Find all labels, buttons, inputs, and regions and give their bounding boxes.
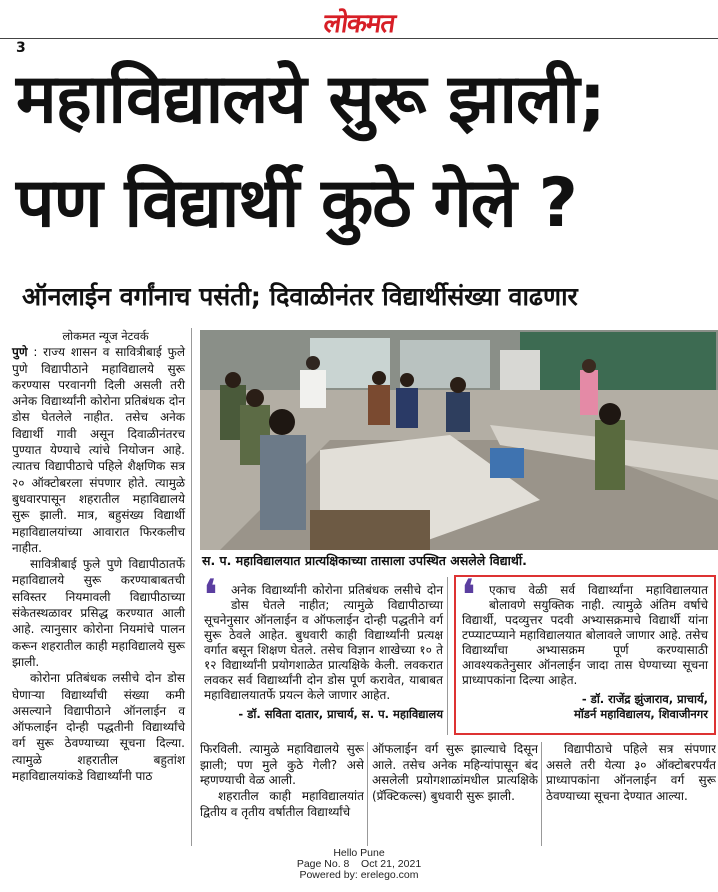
page-and-date: Page No. 8 Oct 21, 2021 <box>296 858 422 870</box>
article-paragraph-1: पुणे : राज्य शासन व सावित्रीबाई फुले पुणे विद्यापीठाने महाविद्यालये सुरू करण्यास परवानगी दिली असली तरी अनेक विद्यार्थ्यांनी कोरोना प्रतिबंधक दोन डोस घेतलेले नाहीत. तसेच अनेक विद्यार्थी गावी असून दिवाळीनंतरच पुण्यात येण्याचे त्यांचे नियोजन आहे. त्यातच विद्यापीठाचे पहिले शैक्षणिक सत्र २० ऑक्टोबरला संपणार होते. त्यामुळे बुधवारपासून शहरातील महाविद्यालये सुरू झाली. मात्र, बहुसंख्य विद्यार्थी महाविद्यालयांच्या आवारात फिरकलीच नाहीत. <box>12 345 185 555</box>
photo-caption: स. प. महाविद्यालयात प्रात्यक्षिकाच्या तासाला उपस्थित असलेले विद्यार्थी. <box>202 553 527 568</box>
article-paragraph-4: शहरातील काही महाविद्यालयांत द्वितीय व तृतीय वर्षातील विद्यार्थ्यांचे <box>200 789 364 819</box>
quote-author: - डॉ. सविता दातार, प्राचार्य, स. प. महाविद्यालय <box>238 707 443 721</box>
masthead <box>0 0 718 38</box>
quote-box-principal-2 <box>454 571 716 735</box>
article-paragraph-2: सावित्रीबाई फुले पुणे विद्यापीठातर्फे महाविद्यालये सुरू करण्याबाबतची सविस्तर नियमावली विद्यापीठाच्या संकेतस्थळावर प्रसिद्ध करण्यात आली आहे. त्यानुसार कोरोना नियमांचे पालन करून शहरातील काही महाविद्यालये सुरू झाली. <box>12 557 185 669</box>
article-paragraph-3: कोरोना प्रतिबंधक लसीचे दोन डोस घेणाऱ्या विद्यार्थ्यांची संख्या कमी असल्याने विद्यापीठाने ऑनलाईन व ऑफलाईन दोन्ही पद्धतीनी विद्यार्थ्यांचे वर्ग सुरू ठेवण्याच्या सूचना दिल्या. त्यामुळे शहरातील बहुतांश महाविद्यालयांकडे विद्यार्थ्यांनी पाठ <box>12 671 185 784</box>
dateline: पुणे <box>12 345 28 360</box>
byline: लोकमत न्यूज नेटवर्क <box>62 329 149 343</box>
column-divider <box>541 742 542 846</box>
page-footer <box>0 848 718 881</box>
quote-box-principal-1 <box>200 571 448 735</box>
column-divider <box>367 742 368 846</box>
article-column-4 <box>546 742 716 846</box>
page-mark: 3 <box>16 40 26 56</box>
quote-mark-icon: ❛ <box>462 571 475 618</box>
quote-text: एकाच वेळी सर्व विद्यार्थ्यांना महाविद्यालयात बोलावणे सयुक्तिक नाही. त्यामुळे अंतिम वर्षाचे विद्यार्थी, पदव्युत्तर पदवी अभ्यासक्रमाचे विद्यार्थी यांना टप्प्याटप्प्याने महाविद्यालयात बोलावले जाणार आहे. तसेच विद्यार्थ्यांचा अभ्यासक्रम पूर्ण करण्यासाठी आवश्यकतेनुसार ऑनलाईन जादा तास घेण्याच्या सूचना प्राध्यापकांना दिल्या आहेत. <box>462 583 708 687</box>
classroom-photo <box>200 330 718 550</box>
quote-text: अनेक विद्यार्थ्यांनी कोरोना प्रतिबंधक लसीचे दोन डोस घेतले नाहीत; त्यामुळे विद्यापीठाच्या सूचनेनुसार ऑनलाईन व ऑफलाईन दोन्ही पद्धतीने वर्ग सुरू ठेवले आहेत. बुधवारी काही विद्यार्थ्यांनी प्रत्यक्ष वर्गात बसून शिक्षण घेतले. तसेच विज्ञान शाखेच्या १० ते १२ विद्यार्थ्यांनी प्रयोगशाळेत प्रात्यक्षिके केली. लवकरात लवकर सर्व विद्यार्थ्यांनी दोन डोस पूर्ण करावेत, याबाबत महाविद्यालयातर्फे प्रयत्न केले जाणार आहेत. <box>204 583 443 702</box>
masthead-divider <box>0 38 718 39</box>
quote-mark-icon: ❛ <box>204 571 217 618</box>
article-column-1 <box>12 328 192 846</box>
article-photo <box>200 330 718 550</box>
article-column-2 <box>200 742 364 846</box>
edition-name: Hello Pune <box>333 847 385 859</box>
newspaper-logo: लोकमत <box>321 9 397 39</box>
article-paragraph-5: विद्यापीठाचे पहिले सत्र संपणार असले तरी येत्या ३० ऑक्टोबरपर्यंत प्राध्यापकांना ऑनलाईन वर्ग सुरू ठेवण्याच्या सूचना देण्यात आल्या. <box>546 742 716 804</box>
headline-line-1: महाविद्यालये सुरू झाली; <box>16 60 605 139</box>
powered-by: Powered by: erelego.com <box>299 869 419 881</box>
article-continuation: ऑफलाईन वर्ग सुरू झाल्याचे दिसून आले. तसेच अनेक महिन्यांपासून बंद असलेली प्रयोगशाळांमधील प्रात्यक्षिके (प्रॅक्टिकल्स) बुधवारी सुरू झाली. <box>372 742 538 804</box>
quote-author-line-2: मॉडर्न महाविद्यालय, शिवाजीनगर <box>573 707 708 721</box>
headline-line-2: पण विद्यार्थी कुठे गेले ? <box>16 164 577 243</box>
quote-author-line-1: - डॉ. राजेंद्र झुंजाराव, प्राचार्य, <box>581 692 708 706</box>
article-continuation: फिरविली. त्यामुळे महाविद्यालये सुरू झाली; पण मुले कुठे गेली? असे म्हणण्याची वेळ आली. <box>200 742 364 788</box>
subheadline: ऑनलाईन वर्गांनाच पसंती; दिवाळीनंतर विद्यार्थीसंख्या वाढणार <box>22 282 578 311</box>
article-column-3 <box>372 742 538 846</box>
